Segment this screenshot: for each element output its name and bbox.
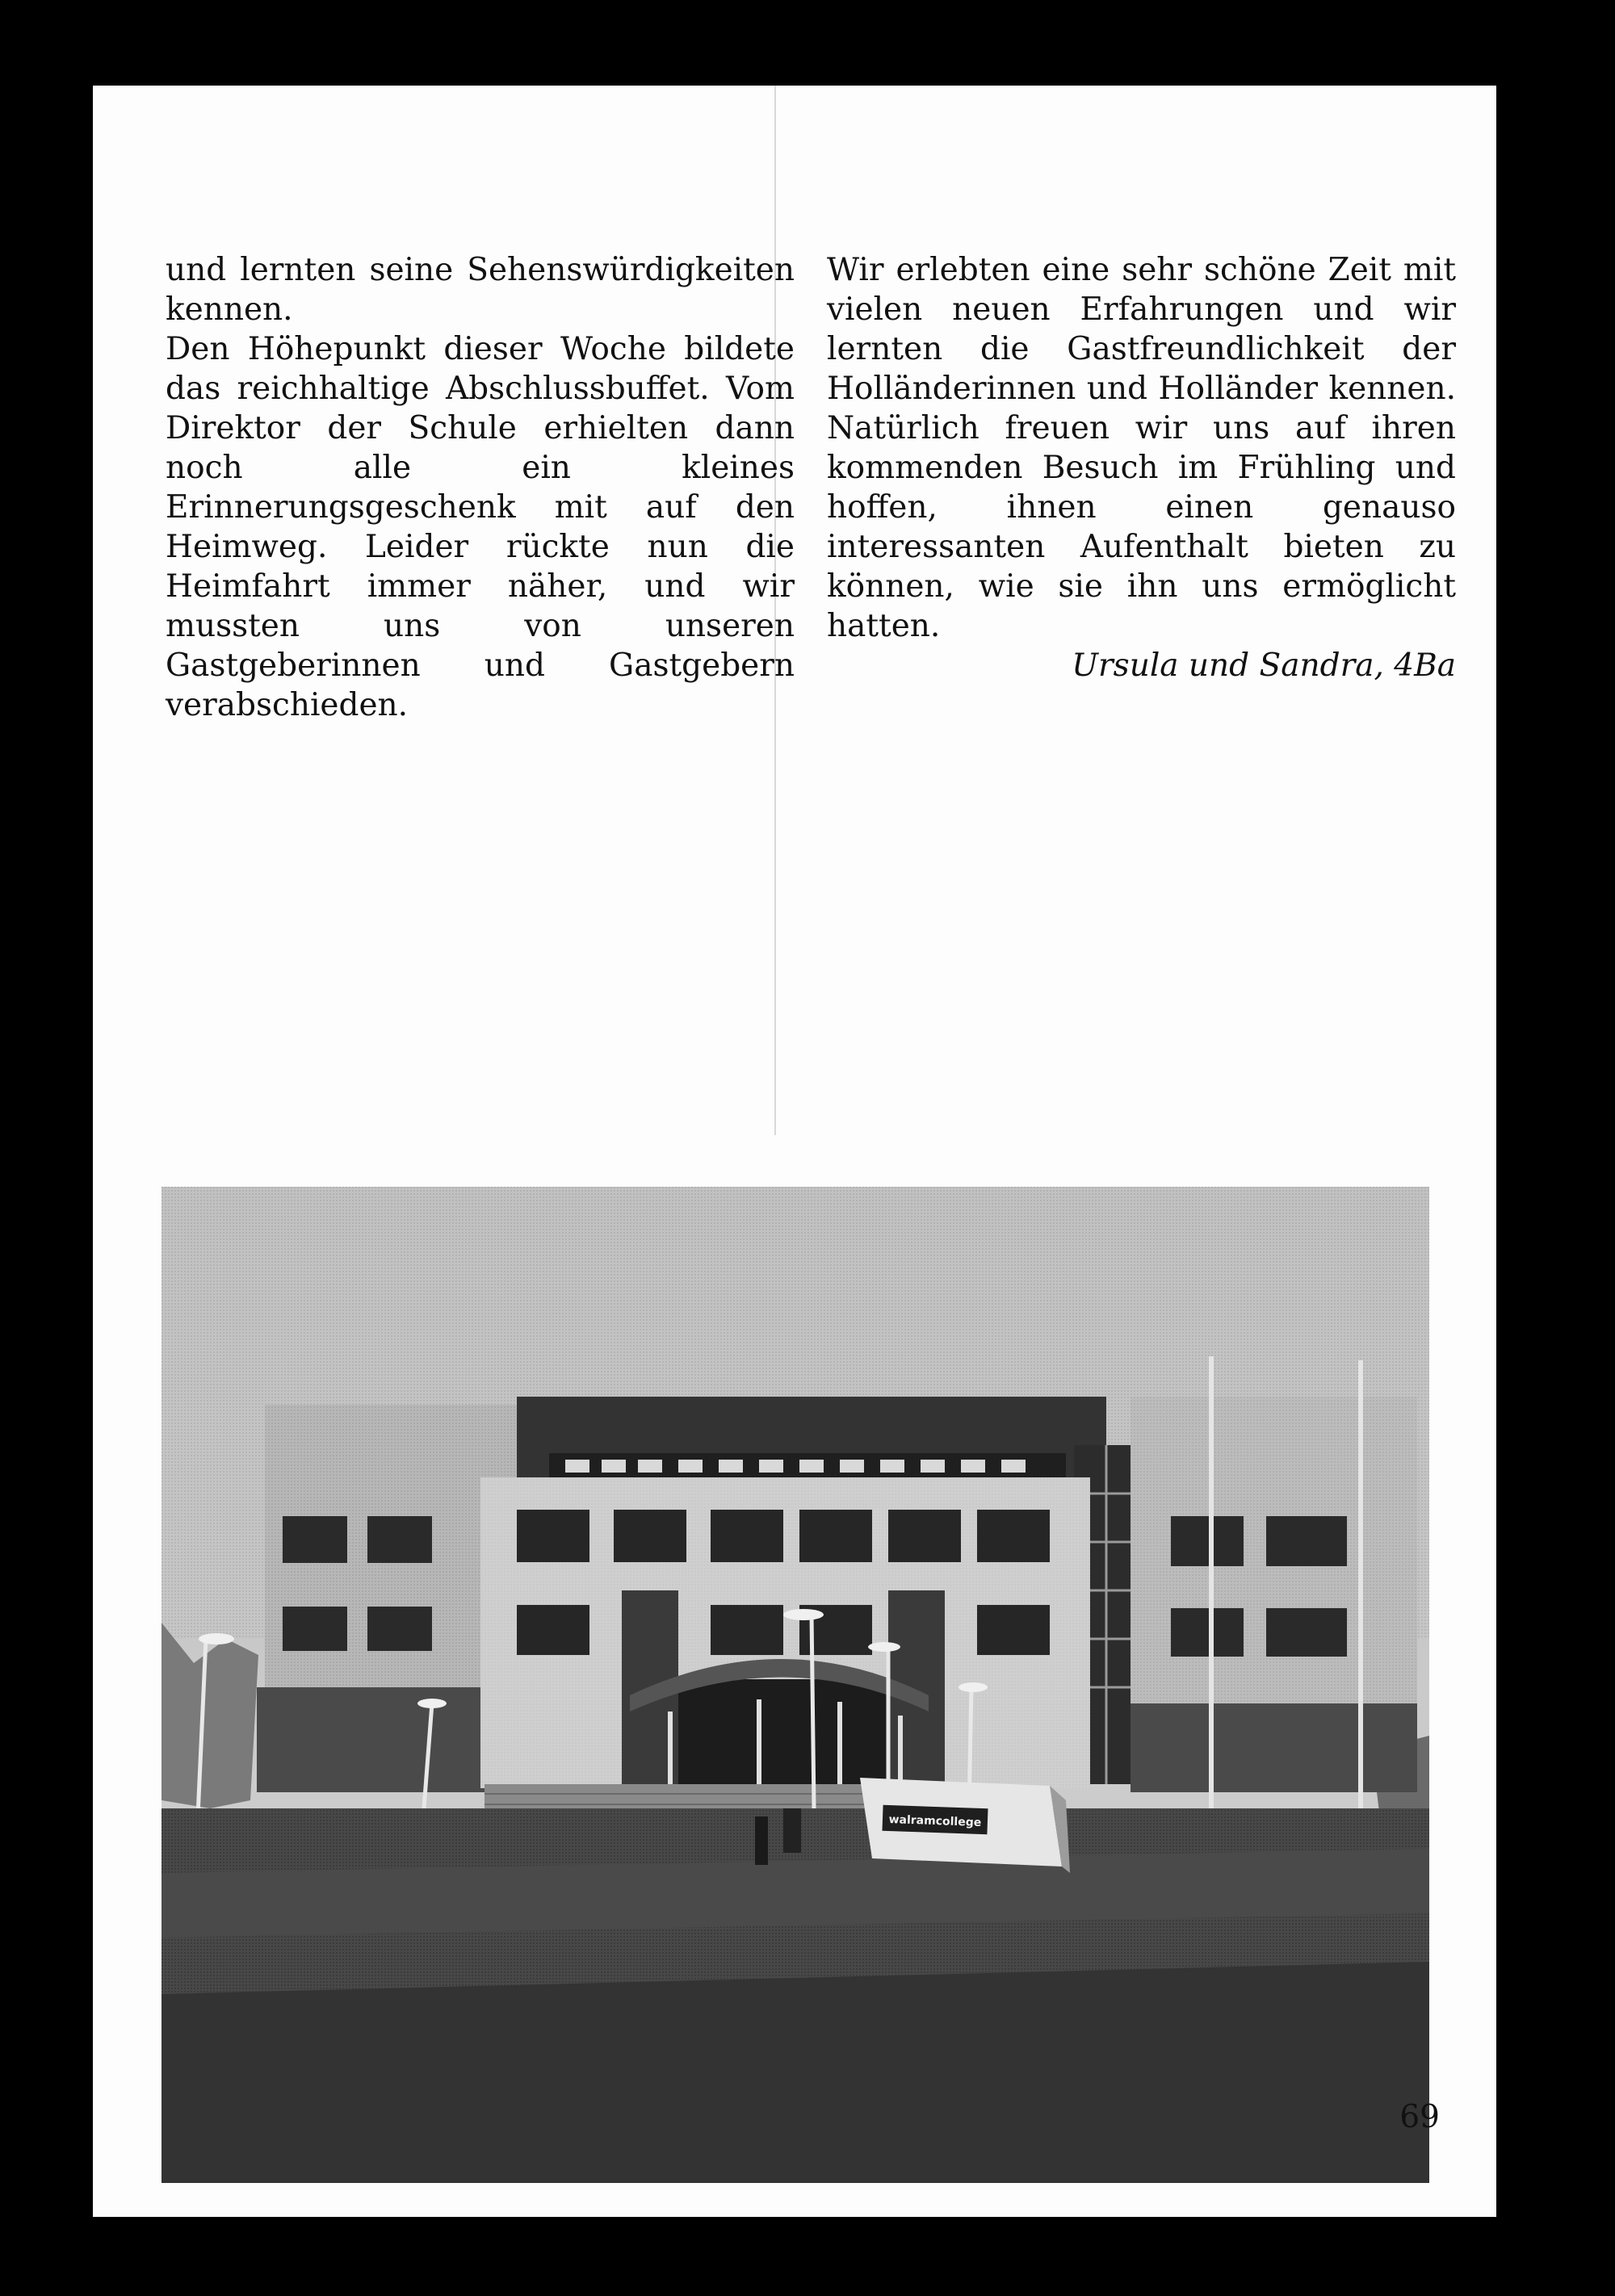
paragraph: und lernten seine Sehenswürdigkeiten kennen. [166,252,795,328]
left-text-column [166,250,795,725]
building-illustration [162,1187,1429,2183]
author-signature: Ursula und Sandra, 4Ba [1072,647,1456,684]
page-number: 69 [1399,2099,1440,2135]
sign-text: walramcollege [888,1813,982,1829]
right-text-column [827,250,1456,685]
paragraph: Wir erlebten eine sehr schöne Zeit mit vielen neuen Erfahrungen und wir lernten die Gastfreundlichkeit der Holländerinnen und Holländer kennen. Natürlich freuen wir uns auf ihren kommenden Besuch im Frühling und hoffen, ihnen einen genauso interessanten Aufenthalt bieten zu können, wie sie ihn uns ermöglicht hatten. [827,252,1456,644]
document-page [93,86,1496,2217]
school-building-photo [162,1187,1429,2183]
paragraph: Den Höhepunkt dieser Woche bildete das reichhaltige Abschlussbuffet. Vom Direktor der Schule erhielten dann noch alle ein kleines Erinnerungsgeschenk mit auf den Heimweg. Leider rückte nun die Heimfahrt immer näher, und wir mussten uns von unseren Gastgeberinnen und Gastgebern verabschieden. [166,331,795,723]
